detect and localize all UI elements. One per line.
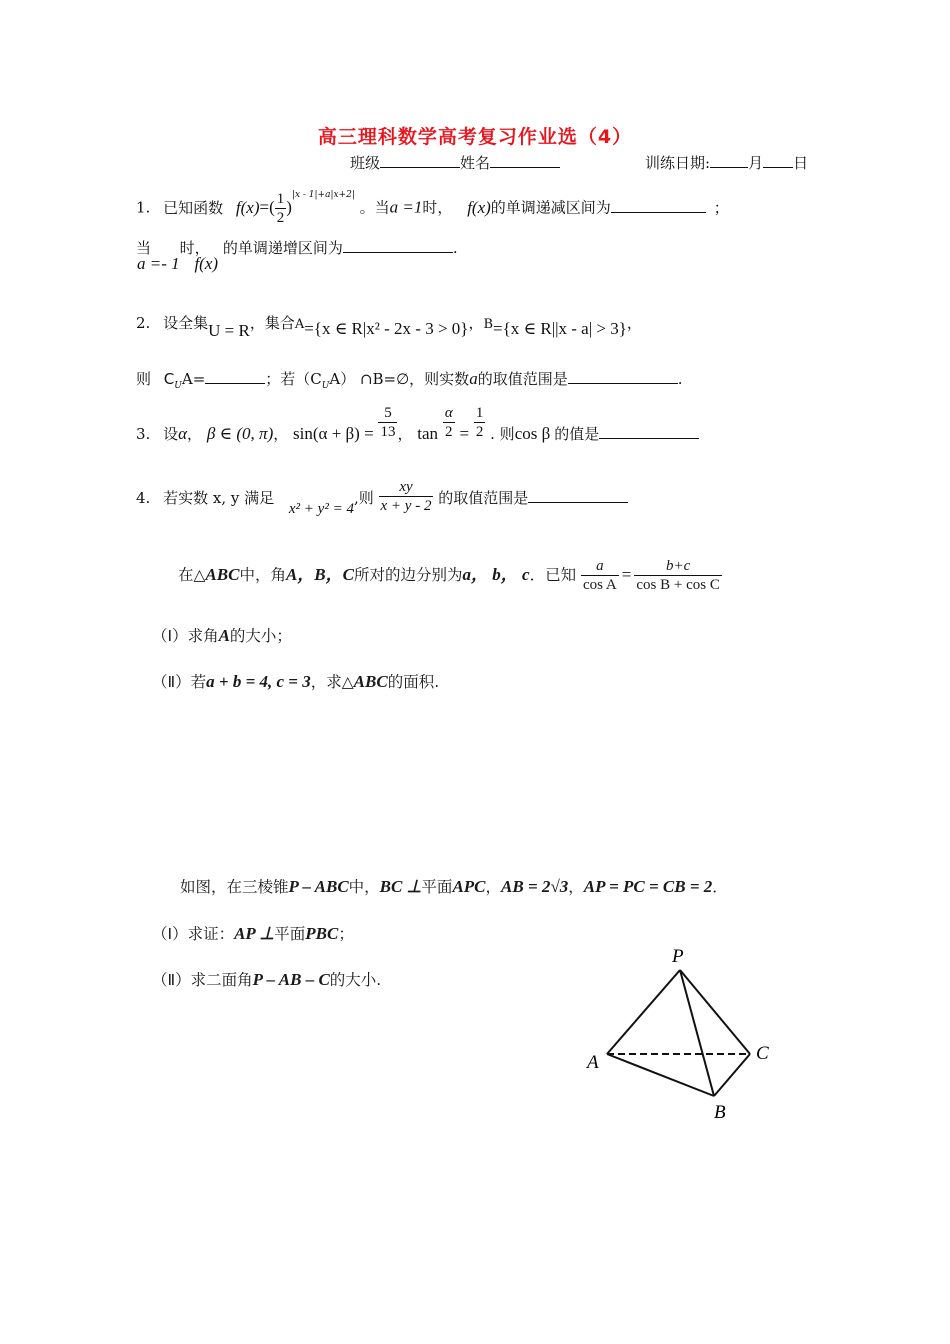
q5-abc: ABC [205, 565, 240, 584]
q1-close: ) [286, 197, 292, 217]
q2-complement-a: A= [181, 370, 206, 388]
q3-sin: sin(α + β) = [293, 423, 374, 443]
question-number: 1. [136, 198, 151, 217]
q3-cos: cos β [514, 423, 551, 443]
q5-eq: = [621, 565, 632, 584]
question-number: 2. [136, 314, 151, 332]
question-number: 4. [136, 488, 151, 507]
q5-vars: A，B，C [285, 565, 354, 584]
q6-part1-pbc: PBC [305, 924, 339, 943]
q5-part2-cond: a + b = 4, c = 3 [206, 672, 311, 691]
q1-text-f: 时， [179, 239, 210, 257]
class-blank[interactable] [380, 153, 460, 168]
q3-beta-range: β ∈ (0, π) [206, 423, 274, 443]
tetrahedron-diagram [580, 940, 790, 1130]
q5-part2-b: ，求△ [310, 673, 354, 691]
q6-part2-expr: P – AB – C [252, 970, 330, 989]
month-blank[interactable] [710, 153, 748, 168]
q4-cond: x² + y² = 4 [288, 500, 354, 517]
question-6-part-1 [152, 922, 354, 944]
q5-part1-a: （Ⅰ）求角 [152, 627, 219, 645]
q1-half: $\frac{1}{2}$ [276, 191, 285, 226]
q6-comma: ， [485, 878, 502, 896]
date-field [645, 152, 808, 173]
q1-text-c: 时， [422, 198, 453, 217]
q6-apc: APC [452, 877, 486, 896]
class-field [350, 152, 560, 173]
label-p: P [672, 946, 684, 967]
label-c: C [756, 1043, 769, 1064]
q6-part2-a: （Ⅱ）求二面角 [152, 971, 253, 989]
q6-text-b: 中， [348, 878, 380, 896]
q2-complement-sub: U [174, 381, 182, 391]
q3-comma2: ， [273, 424, 289, 443]
class-label: 班级 [350, 154, 381, 172]
q1-text: 已知函数 [163, 198, 224, 217]
q3-tan-frac: $\frac{\alpha}{2}$ [444, 405, 453, 440]
q2-answer-blank-1[interactable] [205, 369, 265, 384]
q2-set-b-label: B [483, 317, 494, 332]
q2-complement: C [163, 370, 175, 388]
question-5-part-2 [152, 670, 439, 692]
q6-text-a: 如图，在三棱锥 [180, 878, 289, 896]
q6-text-c: 平面 [421, 878, 453, 896]
label-b: B [714, 1102, 726, 1123]
q5-text-b: 中，角 [239, 566, 286, 584]
q5-text-c: 所对的边分别为 [354, 566, 463, 584]
label-a: A [587, 1052, 599, 1073]
q1-text-e: 当 [136, 239, 152, 257]
question-2-line-2 [136, 368, 682, 391]
month-label: 月 [748, 154, 764, 172]
q5-part2-a: （Ⅱ）若 [152, 673, 207, 691]
question-5-part-1 [152, 624, 292, 646]
q1-fx-3: f(x) [194, 254, 219, 273]
q1-end1: ； [713, 198, 729, 217]
q6-comma2: ， [568, 878, 584, 896]
q3-text-b: . 则 [490, 424, 515, 443]
question-1-line-1 [136, 190, 729, 227]
q3-sin-frac: $\frac{5}{13}$ [380, 405, 396, 440]
q1-fx: f(x) [235, 197, 260, 217]
q1-cond1: a =1 [389, 197, 423, 217]
q1-cond2: a =- 1 [137, 254, 180, 273]
question-number: 3. [136, 424, 151, 443]
q3-comma: ， [187, 424, 203, 443]
q1-fx-2: f(x) [467, 197, 491, 217]
day-blank[interactable] [763, 153, 793, 168]
question-6-part-2 [152, 968, 381, 990]
q1-eq: =( [259, 197, 275, 217]
q2-line2-c: A） ∩B=∅，则实数 [329, 370, 470, 388]
edge-ab [607, 1054, 714, 1096]
q4-answer-blank[interactable] [528, 488, 628, 503]
q6-ab-eq: AB = 2√3 [501, 877, 569, 896]
q6-part1-c: ； [338, 925, 354, 943]
q3-text: 设 [163, 424, 179, 443]
q1-end2: . [452, 239, 458, 257]
q6-part1-a: （Ⅰ）求证： [152, 925, 235, 943]
q1-text-g: 的单调递增区间为 [222, 239, 343, 257]
q3-text-c: 的值是 [554, 424, 600, 443]
q2-set-a-label: A [294, 317, 305, 332]
q5-frac-1: $\frac{a}{\text{cos A}}$ [583, 558, 617, 593]
q6-eqs: AP = PC = CB = 2 [583, 877, 713, 896]
q1-answer-blank-1[interactable] [611, 198, 706, 213]
q5-frac-2: $\frac{b+c}{\text{cos B + cos C}}$ [636, 558, 720, 593]
q6-part1-expr: AP ⊥ [234, 924, 275, 943]
q6-pabc: P – ABC [288, 877, 349, 896]
question-5-line-1 [178, 557, 722, 594]
q5-sides: a， b， c [462, 565, 530, 584]
q3-tan: tan [417, 423, 439, 443]
q2-end: . [677, 370, 683, 388]
q2-comma: ， [468, 314, 484, 332]
q3-tan-value: $\frac{1}{2}$ [475, 405, 484, 440]
day-label: 日 [793, 154, 809, 172]
q4-text: 若实数 x, y 满足 [163, 488, 275, 507]
q2-set-b: ={x ∈ R||x - a| > 3} [493, 319, 627, 338]
q1-text-d: 的单调递减区间为 [490, 198, 611, 217]
q3-comma3: ， [397, 424, 413, 443]
question-2-line-1 [136, 312, 642, 340]
q2-line2-b-sub: U [321, 381, 330, 391]
q5-text-a: 在△ [178, 566, 206, 584]
q3-tan-eq: = [459, 423, 470, 443]
q2-a: a [469, 369, 478, 388]
question-1-line-2 [136, 239, 458, 273]
q2-line2-d: 的取值范围是 [477, 370, 568, 388]
q2-answer-blank-2[interactable] [568, 369, 678, 384]
q3-answer-blank[interactable] [599, 424, 699, 439]
name-label: 姓名 [460, 154, 491, 172]
q1-exponent: |x - 1|+a|x+2| [291, 189, 355, 200]
q6-part1-b: 平面 [274, 925, 306, 943]
q1-answer-blank-2[interactable] [343, 238, 453, 253]
name-blank[interactable] [490, 153, 560, 168]
q5-text-d: ．已知 [529, 566, 577, 584]
edge-cb [714, 1054, 750, 1096]
q4-text-c: 的取值范围是 [438, 488, 529, 507]
q2-universe: U = R [208, 321, 250, 340]
question-3 [136, 404, 699, 441]
q2-text: 设全集 [163, 314, 209, 332]
q3-alpha: α [178, 423, 188, 443]
q2-comma2: ， [626, 314, 642, 332]
page-title: 高三理科数学高考复习作业选（4） [317, 126, 633, 148]
q2-line2-b: ；若（C [265, 370, 322, 388]
q5-part2-c: 的面积. [387, 673, 440, 691]
q6-part2-b: 的大小. [329, 971, 382, 989]
q4-text-b: ,则 [353, 488, 374, 507]
q5-part1-b: 的大小； [229, 627, 292, 645]
date-label: 训练日期: [645, 154, 711, 172]
question-6-line-1 [180, 875, 728, 897]
q1-text-b: 。当 [359, 198, 390, 217]
q2-set-a: ={x ∈ R|x² - 2x - 3 > 0} [304, 319, 469, 338]
q5-part2-abc: ABC [353, 672, 388, 691]
q2-line2-a: 则 [136, 370, 152, 388]
q6-end: ． [712, 878, 728, 896]
q4-frac: $\frac{xy}{x + y - 2}$ [380, 479, 432, 514]
q5-part1-var: A [218, 626, 230, 645]
q6-bc-perp: BC ⊥ [379, 877, 422, 896]
edge-pa [607, 970, 680, 1054]
question-4 [136, 474, 628, 517]
q2-text-b: ，集合 [249, 314, 295, 332]
